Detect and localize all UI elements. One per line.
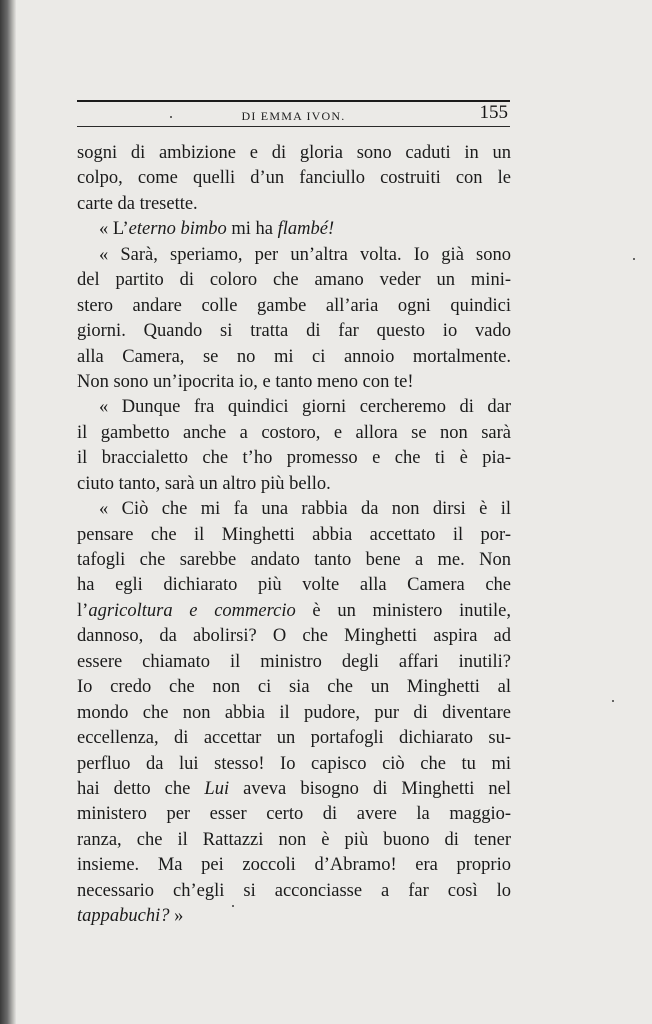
text-line [77, 599, 511, 624]
text-run: insieme. Ma pei zoccoli d’Abramo! era proprio [77, 855, 511, 876]
italic-text-run: flambé! [277, 219, 335, 240]
text-run: alla Camera, se no mi ci annoio mortalmente. [77, 346, 511, 367]
text-line [77, 701, 511, 726]
paper-speck [170, 116, 172, 118]
text-run: ciuto tanto, sarà un altro più bello. [77, 473, 331, 494]
text-run: « Ciò che mi fa una rabbia da non dirsi è il [99, 499, 511, 520]
text-line [77, 904, 511, 929]
text-line [77, 777, 511, 802]
text-run: il braccialetto che t’ho promesso e che ti è pia- [77, 448, 511, 469]
text-line [77, 650, 511, 675]
text-run: » [169, 906, 184, 927]
body-text [77, 141, 511, 930]
text-line [77, 726, 511, 751]
text-run: aveva bisogno di Minghetti nel [229, 778, 512, 799]
text-run: ha egli dichiarato più volte alla Camera che [77, 575, 511, 596]
italic-text-run: eterno bimbo [128, 219, 227, 240]
text-run: stero andare colle gambe all’aria ogni quindici [77, 295, 511, 316]
running-head [77, 100, 510, 128]
header-rule-top [77, 100, 510, 102]
text-line [77, 675, 511, 700]
text-line [77, 217, 511, 242]
text-run: è un ministero inutile, [295, 600, 511, 621]
paper-speck [633, 258, 635, 260]
text-run: hai detto che [77, 778, 205, 799]
text-run: il gambetto anche a costoro, e allora se non sarà [77, 422, 511, 443]
text-line [77, 828, 511, 853]
paper-speck [612, 700, 614, 702]
text-line [77, 548, 511, 573]
text-line [77, 370, 511, 395]
text-run: del partito di coloro che amano veder un mini- [77, 270, 511, 291]
text-run: Non sono un’ipocrita io, e tanto meno con te! [77, 371, 414, 392]
text-run: dannoso, da abolirsi? O che Minghetti aspira ad [77, 626, 511, 647]
text-run: eccellenza, di accettar un portafogli dichiarato su- [77, 728, 511, 749]
paper-speck [232, 905, 234, 907]
italic-text-run: tappabuchi? [77, 906, 170, 927]
book-spine-edge [0, 0, 16, 1024]
text-line [77, 294, 511, 319]
text-line [77, 243, 511, 268]
italic-text-run: agricoltura e commercio [88, 600, 296, 621]
text-line [77, 141, 511, 166]
text-run: Io credo che non ci sia che un Minghetti al [77, 677, 511, 698]
text-line [77, 573, 511, 598]
text-run: « Sarà, speriamo, per un’altra volta. Io già sono [99, 244, 511, 265]
text-run: mi ha [226, 219, 278, 240]
text-line [77, 446, 511, 471]
text-run: necessario ch’egli si acconciasse a far così lo [77, 880, 511, 901]
text-run: carte da tresette. [77, 193, 198, 214]
text-run: l’ [77, 600, 89, 621]
text-line [77, 395, 511, 420]
text-line [77, 421, 511, 446]
page-number: 155 [479, 102, 508, 123]
text-run: sogni di ambizione e di gloria sono caduti in un [77, 143, 511, 163]
text-line [77, 497, 511, 522]
text-line [77, 166, 511, 191]
header-rule-bottom [77, 126, 510, 127]
text-line [77, 345, 511, 370]
text-run: tafogli che sarebbe andato tanto bene a me. Non [77, 550, 511, 570]
text-run: pensare che il Minghetti abbia accettato il por- [77, 524, 511, 545]
text-line [77, 802, 511, 827]
text-line [77, 268, 511, 293]
text-run: giorni. Quando si tratta di far questo io vado [77, 321, 511, 342]
text-run: ranza, che il Rattazzi non è più buono di tener [77, 829, 511, 850]
text-line [77, 853, 511, 878]
text-run: ministero per esser certo di avere la maggio- [77, 804, 511, 825]
text-line [77, 752, 511, 777]
running-title: DI EMMA IVON. [241, 109, 346, 123]
text-line [77, 319, 511, 344]
text-line [77, 624, 511, 649]
text-run: « L’ [99, 219, 129, 240]
text-run: « Dunque fra quindici giorni cercheremo di dar [99, 397, 511, 418]
text-line [77, 879, 511, 904]
text-run: essere chiamato il ministro degli affari inutili? [77, 651, 511, 672]
text-run: perfluo da lui stesso! Io capisco ciò che tu mi [77, 753, 511, 774]
text-run: mondo che non abbia il pudore, pur di diventare [77, 702, 511, 723]
text-line [77, 523, 511, 548]
text-line [77, 192, 511, 217]
text-run: colpo, come quelli d’un fanciullo costruiti con le [77, 168, 511, 189]
italic-text-run: Lui [204, 778, 230, 799]
text-line [77, 472, 511, 497]
